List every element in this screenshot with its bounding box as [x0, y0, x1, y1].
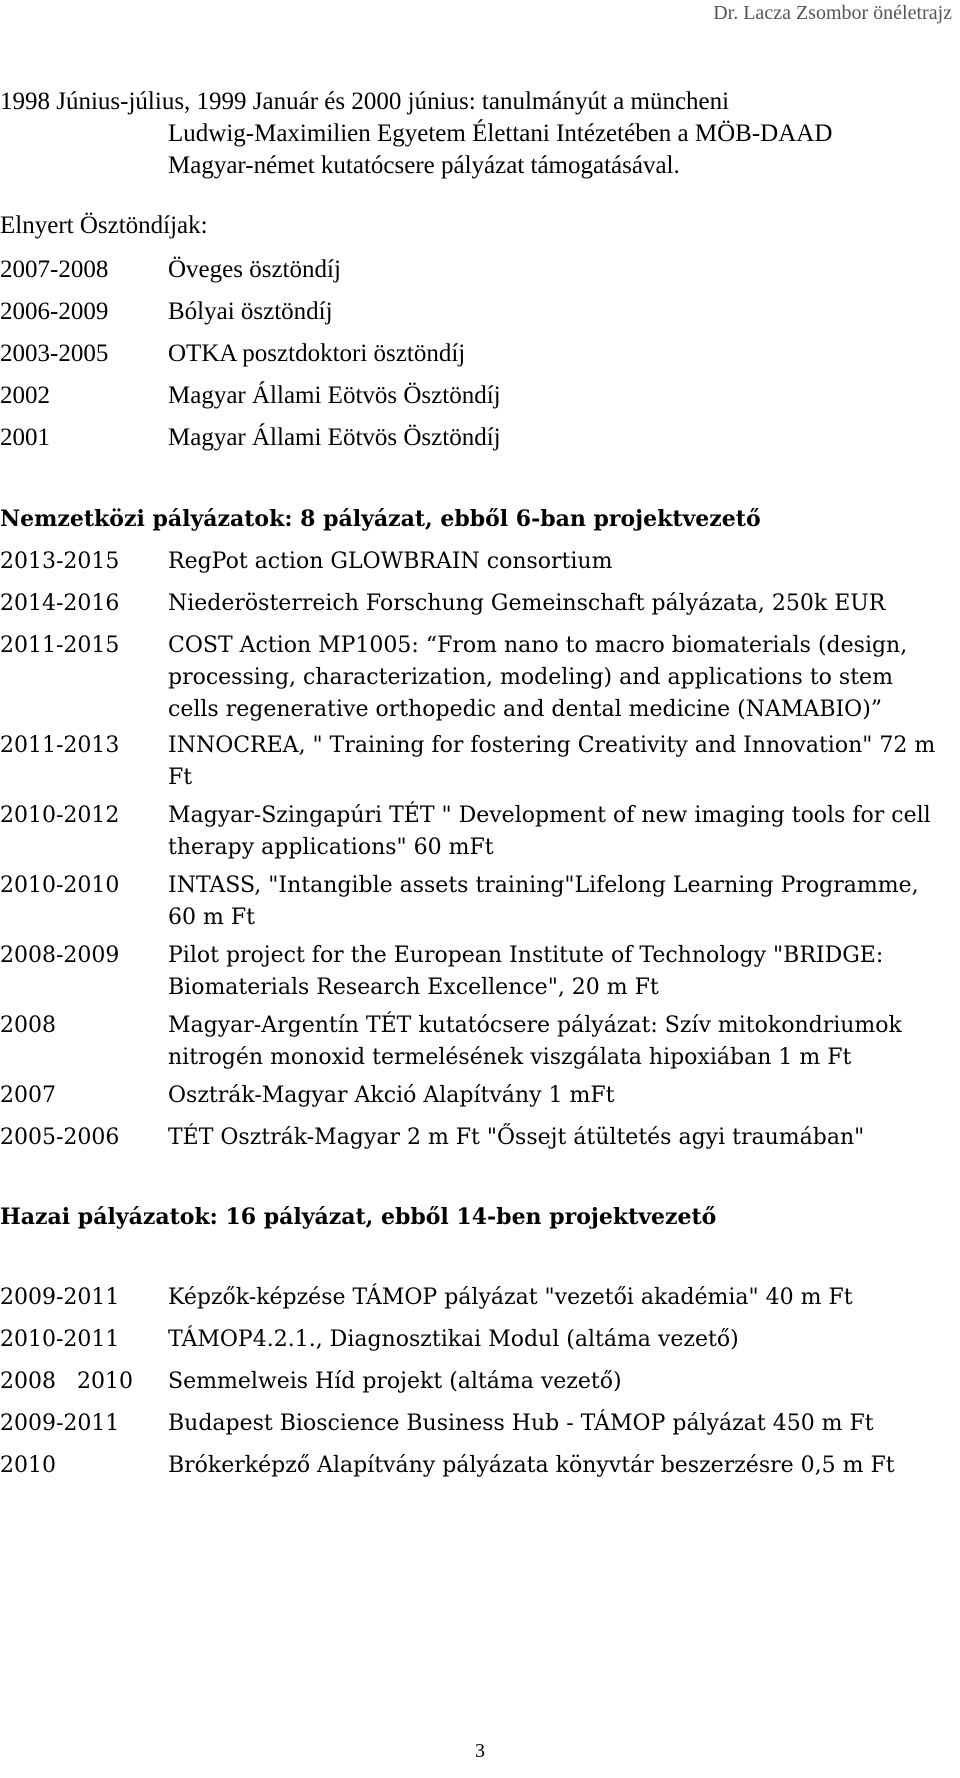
- grant-years: 2009-2011: [0, 1285, 120, 1310]
- grant-row: [0, 1450, 950, 1482]
- grant-years: 2010-2012: [0, 803, 120, 828]
- intro-line-2: Ludwig-Maximilien Egyetem Élettani Intézetében a MÖB-DAAD: [168, 120, 833, 147]
- scholarship-years: 2007-2008: [0, 256, 109, 283]
- scholarship-text: Magyar Állami Eötvös Ösztöndíj: [168, 382, 501, 409]
- grant-years: 2010: [0, 1453, 56, 1478]
- scholarship-text: Magyar Állami Eötvös Ösztöndíj: [168, 424, 501, 451]
- scholarship-text: Bólyai ösztöndíj: [168, 298, 333, 325]
- grant-text: RegPot action GLOWBRAIN consortium: [168, 549, 613, 574]
- grant-years: 2008 2010: [0, 1369, 133, 1394]
- grant-text: Magyar-Argentín TÉT kutatócsere pályázat: Szív mitokondriumok nitrogén monoxid termelésének viszgálata hipoxiában 1 m Ft: [168, 1013, 902, 1070]
- scholarship-text: OTKA posztdoktori ösztöndíj: [168, 340, 466, 367]
- grant-years: 2013-2015: [0, 549, 120, 574]
- grant-text: COST Action MP1005: “From nano to macro biomaterials (design, processing, characterization, modeling) and applications to stem cells regenerative orthopedic and dental medicine (NAMABIO)”: [168, 633, 908, 722]
- scholarship-years: 2006-2009: [0, 298, 109, 325]
- scholarship-years: 2001: [0, 424, 50, 451]
- grant-years: 2008-2009: [0, 943, 120, 968]
- grant-years: 2009-2011: [0, 1411, 120, 1436]
- grant-row: [0, 1324, 950, 1356]
- grant-years: 2007: [0, 1083, 56, 1108]
- intro-paragraph: [0, 86, 832, 182]
- grant-years: 2011-2013: [0, 733, 120, 758]
- grant-row: [0, 800, 950, 864]
- intro-line-3: Magyar-német kutatócsere pályázat támogatásával.: [168, 152, 680, 179]
- grant-text: TÉT Osztrák-Magyar 2 m Ft "Őssejt átültetés agyi traumában": [168, 1125, 865, 1150]
- grant-text: Semmelweis Híd projekt (altáma vezető): [168, 1369, 622, 1394]
- grant-text: Képzők-képzése TÁMOP pályázat "vezetői akadémia" 40 m Ft: [168, 1285, 853, 1310]
- grant-row: [0, 588, 950, 620]
- grant-row: [0, 870, 950, 934]
- grant-text: Magyar-Szingapúri TÉT " Development of new imaging tools for cell therapy applications" 60 mFt: [168, 803, 931, 860]
- grant-years: 2014-2016: [0, 591, 120, 616]
- grant-row: [0, 630, 950, 726]
- grant-years: 2010-2010: [0, 873, 120, 898]
- grant-years: 2010-2011: [0, 1327, 120, 1352]
- scholarships-title: Elnyert Ösztöndíjak:: [0, 212, 208, 239]
- grant-row: [0, 1408, 950, 1440]
- grant-row: [0, 940, 950, 1004]
- grant-row: [0, 1366, 950, 1398]
- scholarship-years: 2002: [0, 382, 50, 409]
- domestic-grants-title: Hazai pályázatok: 16 pályázat, ebből 14-ben projektvezető: [0, 1204, 717, 1230]
- grant-text: TÁMOP4.2.1., Diagnosztikai Modul (altáma vezető): [168, 1327, 739, 1352]
- grant-row: [0, 1122, 950, 1154]
- grant-row: [0, 730, 950, 794]
- intro-line-1: 1998 Június-július, 1999 Január és 2000 június: tanulmányút a müncheni: [0, 88, 730, 115]
- grant-years: 2011-2015: [0, 633, 120, 658]
- grant-text: INNOCREA, " Training for fostering Creativity and Innovation" 72 m Ft: [168, 733, 936, 790]
- grant-row: [0, 1282, 950, 1314]
- grant-text: Brókerképző Alapítvány pályázata könyvtár beszerzésre 0,5 m Ft: [168, 1453, 895, 1478]
- grant-text: Budapest Bioscience Business Hub - TÁMOP pályázat 450 m Ft: [168, 1411, 874, 1436]
- grant-text: INTASS, "Intangible assets training"Lifelong Learning Programme, 60 m Ft: [168, 873, 919, 930]
- grant-row: [0, 546, 950, 578]
- grant-text: Pilot project for the European Institute of Technology "BRIDGE: Biomaterials Research Excellence", 20 m Ft: [168, 943, 884, 1000]
- grant-text: Osztrák-Magyar Akció Alapítvány 1 mFt: [168, 1083, 615, 1108]
- grant-years: 2008: [0, 1013, 56, 1038]
- scholarship-text: Öveges ösztöndíj: [168, 256, 341, 283]
- running-header: Dr. Lacza Zsombor önéletrajz: [713, 2, 952, 24]
- grant-row: [0, 1080, 950, 1112]
- grant-years: 2005-2006: [0, 1125, 120, 1150]
- page-number: 3: [475, 1740, 485, 1762]
- scholarship-years: 2003-2005: [0, 340, 109, 367]
- grant-row: [0, 1010, 950, 1074]
- international-grants-title: Nemzetközi pályázatok: 8 pályázat, ebből 6-ban projektvezető: [0, 506, 761, 532]
- grant-text: Niederösterreich Forschung Gemeinschaft pályázata, 250k EUR: [168, 591, 886, 616]
